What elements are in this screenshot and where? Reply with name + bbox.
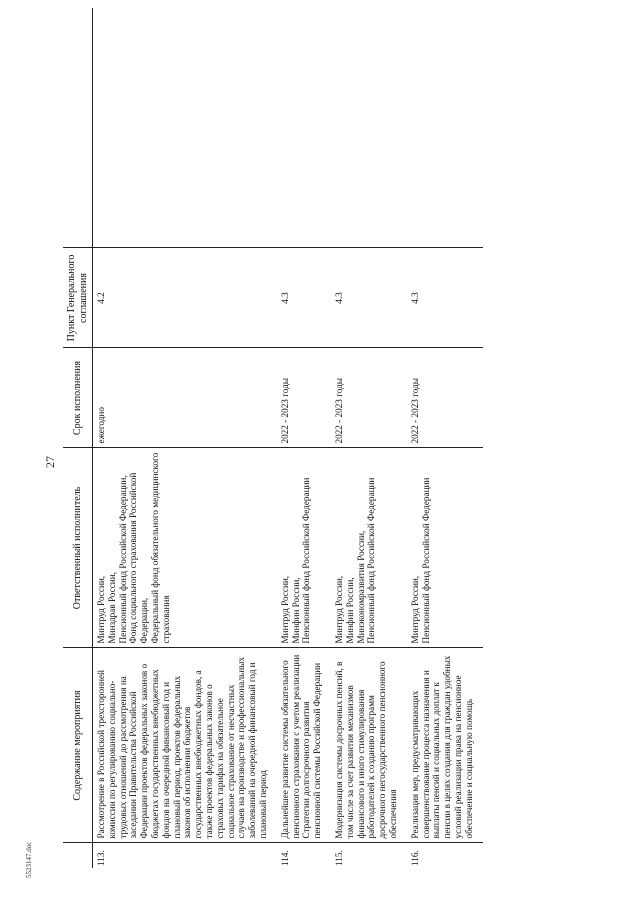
row-point: 4.2 [93, 248, 277, 348]
rotated-page [25, 8, 615, 878]
table-row [277, 8, 331, 868]
row-point: 4.3 [407, 248, 483, 348]
table-row [93, 8, 277, 868]
row-number: 113. [96, 850, 106, 866]
row-term: 2022 - 2023 годы [407, 348, 483, 448]
row-responsible: Минтруд России, Пенсионный фонд Российской Федерации [407, 448, 483, 648]
header-point: Пункт Генерального соглашения [63, 248, 93, 348]
row-extra [93, 8, 277, 248]
header-responsible: Ответственный исполнитель [63, 448, 93, 648]
row-responsible: Минтруд России, Минфин России, Минэкономразвития России, Пенсионный фонд Российской Федерации [331, 448, 407, 648]
row-term: 2022 - 2023 годы [277, 348, 331, 448]
row-point: 4.3 [331, 248, 407, 348]
row-content: Дальнейшее развитие системы обязательного пенсионного страхования с учетом реализации Стратегии долгосрочного развития пенсионной системы Российской Федерации [277, 648, 331, 843]
table-header-row [63, 8, 93, 868]
row-term: 2022 - 2023 годы [331, 348, 407, 448]
page-number: 27 [43, 456, 57, 468]
table-row [331, 8, 407, 868]
header-content: Содержание мероприятия [63, 648, 93, 843]
row-number: 115. [333, 850, 344, 866]
table-row [407, 8, 483, 868]
header-number [63, 843, 93, 868]
row-number: 114. [279, 850, 290, 866]
row-responsible: Минтруд России, Минфин России, Пенсионный фонд Российской Федерации [277, 448, 331, 648]
row-extra [407, 8, 483, 248]
row-point: 4.3 [277, 248, 331, 348]
row-responsible: Минтруд России, Минздрав России, Пенсионный фонд Российской Федерации, Фонд социального страхования Российской Федерации, Федеральный фонд обязательного медицинского страхования [93, 448, 277, 648]
row-number: 116. [409, 850, 420, 866]
row-content: Модернизация системы досрочных пенсий, в том числе за счет развития механизмов финансового и иного стимулирования работодателей к созданию программ досрочного негосударственного пенсионного обеспечения [331, 648, 407, 843]
header-term: Срок исполнения [63, 348, 93, 448]
row-content: Рассмотрение в Российской трехсторонней комиссии по регулированию социально-трудовых отношений до рассмотрения на заседании Правительства Российской Федерации проектов федеральных законов о бюджетах государственных внебюджетных фондов на очередной финансовый год и плановый период, проектов федеральных законов об исполнении бюджетов государственных внебюджетных фондов, а также проектов федеральных законов о страховых тарифах на обязательное социальное страхование от несчастных случаев на производстве и профессиональных заболеваний на очередной финансовый год и плановый период [93, 648, 277, 843]
header-extra [63, 8, 93, 248]
row-content: Реализация мер, предусматривающих совершенствование процесса назначения и выплаты пенсий и социальных доплат к пенсии в целях создания для граждан удобных условий реализации права на пенсионное обеспечение и социальную помощь [407, 648, 483, 843]
document-id: 5523147.doc [25, 841, 33, 878]
row-extra [331, 8, 407, 248]
row-extra [277, 8, 331, 248]
measures-table [63, 8, 483, 868]
row-term: ежегодно [93, 348, 277, 448]
